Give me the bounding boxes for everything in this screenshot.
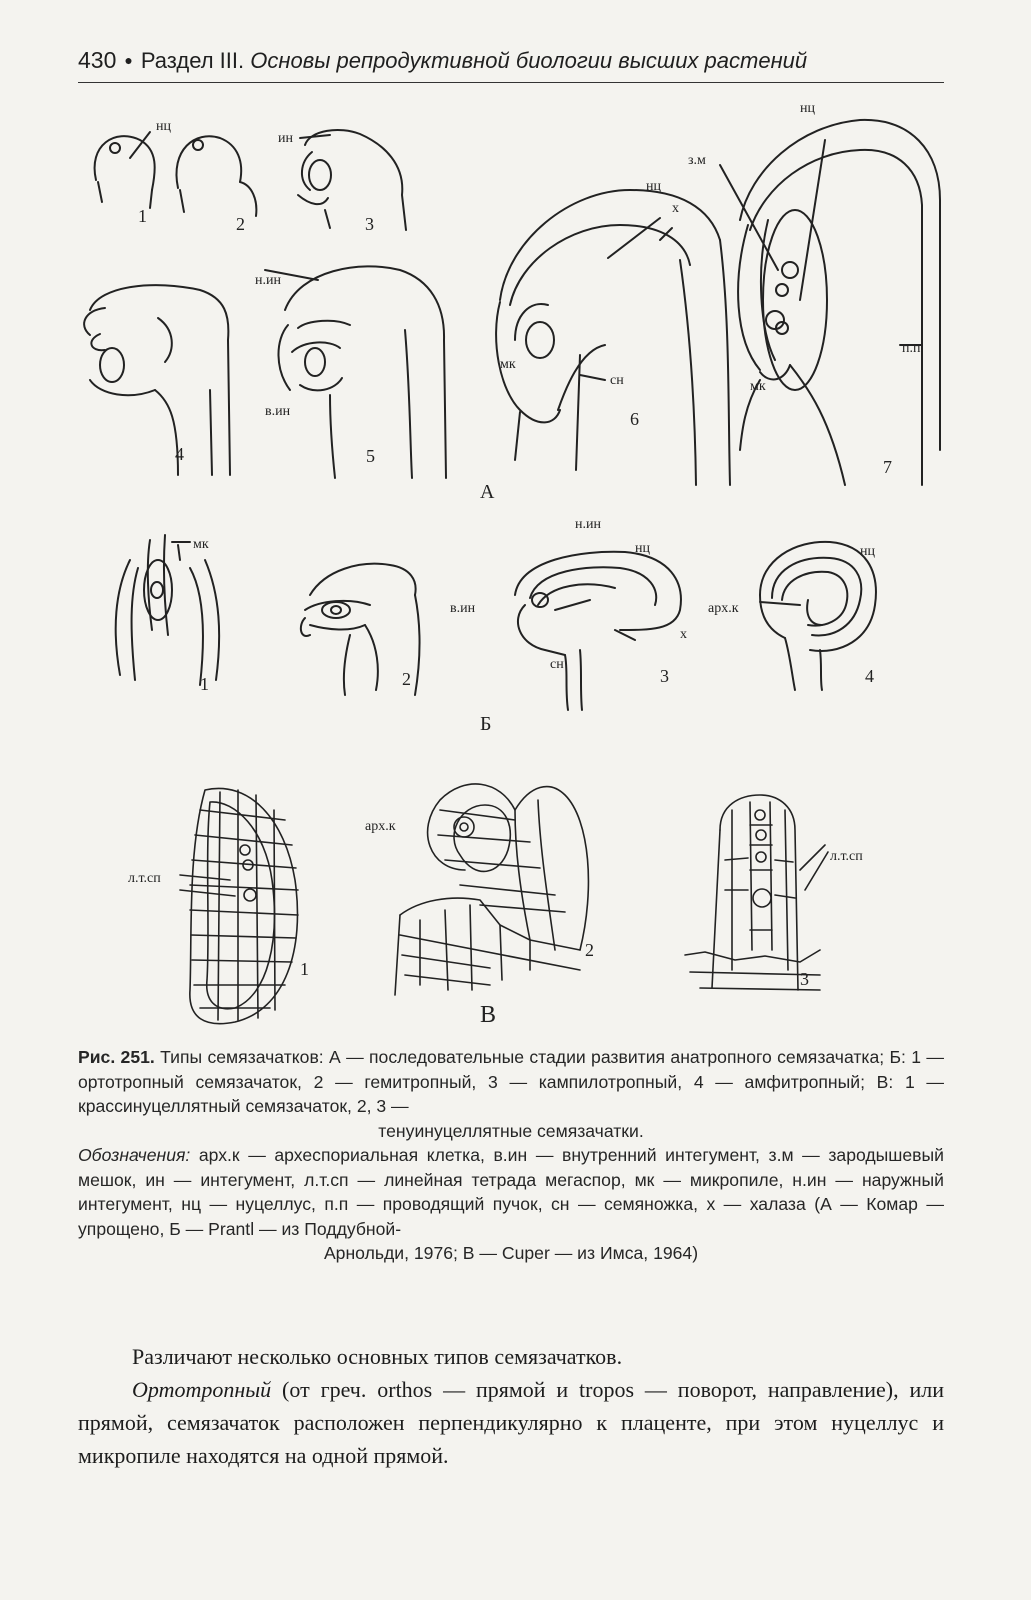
label-a6-funiculus: сн bbox=[610, 373, 624, 388]
running-header bbox=[78, 42, 944, 83]
section-title: Основы репродуктивной биологии высших растений bbox=[250, 48, 808, 73]
stage-b1: 1 bbox=[200, 674, 209, 694]
figure-drawing bbox=[60, 90, 960, 1030]
label-b3-funiculus: сн bbox=[550, 657, 564, 672]
stage-b4: 4 bbox=[865, 666, 874, 686]
label-a1-nucellus: нц bbox=[156, 119, 171, 134]
ovule-b4-drawing bbox=[760, 542, 876, 690]
stage-a4: 4 bbox=[175, 444, 184, 464]
stage-a6: 6 bbox=[630, 409, 639, 429]
stage-a1: 1 bbox=[138, 206, 147, 226]
label-v3-linear-tetrad: л.т.сп bbox=[830, 849, 863, 864]
paragraph-2-text: (от греч. orthos — прямой и tropos — поворот, направление), или прямой, семязачаток расположен перпендикулярно к плаценте, при этом нуцеллус и микропиле находятся на одной прямой. bbox=[78, 1377, 944, 1468]
ovule-b3-drawing bbox=[515, 552, 681, 710]
ovule-a1-drawing bbox=[95, 132, 155, 208]
ovule-a6-drawing bbox=[496, 190, 730, 485]
stage-v1: 1 bbox=[300, 959, 309, 979]
body-text bbox=[78, 1340, 944, 1472]
paragraph-1: Различают несколько основных типов семязачатков. bbox=[132, 1344, 623, 1369]
ovule-a5-drawing bbox=[265, 266, 446, 478]
ovule-v2-drawing bbox=[395, 784, 588, 995]
ovule-v3-drawing bbox=[685, 795, 828, 990]
paragraph-2 bbox=[78, 1373, 944, 1472]
label-b3-outer-integument: н.ин bbox=[575, 517, 601, 532]
caption-text: Типы семязачатков: А — последовательные стадии развития анатропного семязачатка; Б: 1 — ортотропный семязачаток, 2 — гемитропный, 3 — кампилотропный, 4 — амфитропный; В: 1 — крассинуцеллятный семязачаток, 2, 3 — bbox=[78, 1047, 944, 1116]
label-b4-nucellus: нц bbox=[860, 544, 875, 559]
ovule-a2-drawing bbox=[176, 136, 256, 216]
label-b4-archesporial-cell: арх.к bbox=[708, 601, 739, 616]
label-v2-archesporial-cell: арх.к bbox=[365, 819, 396, 834]
label-a5-outer-integument: н.ин bbox=[255, 273, 281, 288]
stage-b2: 2 bbox=[402, 669, 411, 689]
panel-v-label: В bbox=[480, 1002, 497, 1028]
label-b3-nucellus: нц bbox=[635, 541, 650, 556]
label-a7-embryo-sac: з.м bbox=[688, 153, 706, 168]
panel-b-label: Б bbox=[480, 713, 492, 735]
figure-251 bbox=[60, 90, 960, 1030]
section-number: Раздел III. bbox=[140, 48, 245, 73]
page-number: 430 bbox=[78, 47, 117, 73]
stage-v2: 2 bbox=[585, 940, 594, 960]
legend-text-end: Арнольди, 1976; В — Cuper — из Имса, 1964) bbox=[323, 1243, 699, 1263]
label-b3-chalaza: х bbox=[680, 627, 687, 642]
term-orthotropic: Ортотропный bbox=[132, 1377, 272, 1402]
figure-caption bbox=[78, 1045, 944, 1266]
bullet-icon: ● bbox=[124, 52, 133, 68]
stage-a7: 7 bbox=[883, 457, 892, 477]
label-a6-micropyle: мк bbox=[500, 357, 516, 372]
label-a7-nucellus: нц bbox=[800, 101, 815, 116]
label-a3-integument: ин bbox=[278, 131, 293, 146]
label-a7-vascular-bundle: п.п bbox=[902, 341, 921, 356]
ovule-a3-drawing bbox=[298, 130, 406, 230]
label-b1-micropyle: мк bbox=[193, 537, 209, 552]
stage-a3: 3 bbox=[365, 214, 374, 234]
panel-a-label: А bbox=[480, 481, 495, 503]
label-a7-micropyle: мк bbox=[750, 379, 766, 394]
ovule-v1-drawing bbox=[180, 788, 298, 1023]
stage-v3: 3 bbox=[800, 969, 809, 989]
caption-text-end: тенуинуцеллятные семязачатки. bbox=[378, 1120, 644, 1141]
ovule-a4-drawing bbox=[84, 285, 230, 475]
label-v1-linear-tetrad: л.т.сп bbox=[128, 871, 161, 886]
stage-b3: 3 bbox=[660, 666, 669, 686]
label-a6-chalaza: х bbox=[672, 201, 679, 216]
label-a5-inner-integument: в.ин bbox=[265, 404, 291, 419]
stage-a5: 5 bbox=[366, 446, 375, 466]
ovule-a7-drawing bbox=[720, 120, 940, 485]
ovule-b1-drawing bbox=[116, 535, 219, 685]
stage-a2: 2 bbox=[236, 214, 245, 234]
label-a6-nucellus: нц bbox=[646, 179, 661, 194]
label-b3-inner-integument: в.ин bbox=[450, 601, 476, 616]
legend-text: арх.к — археспориальная клетка, в.ин — внутренний интегумент, з.м — зародышевый мешок, ин — интегумент, л.т.сп — линейная тетрада мегаспор, мк — микропиле, н.ин — наружный интегумент, нц — нуцеллус, п.п — проводящий пучок, сн — семяножка, х — халаза (А — Комар — упрощено, Б — Prantl — из Поддубной- bbox=[78, 1145, 945, 1239]
figure-number: Рис. 251. bbox=[78, 1047, 155, 1067]
legend-heading: Обозначения: bbox=[78, 1145, 191, 1165]
